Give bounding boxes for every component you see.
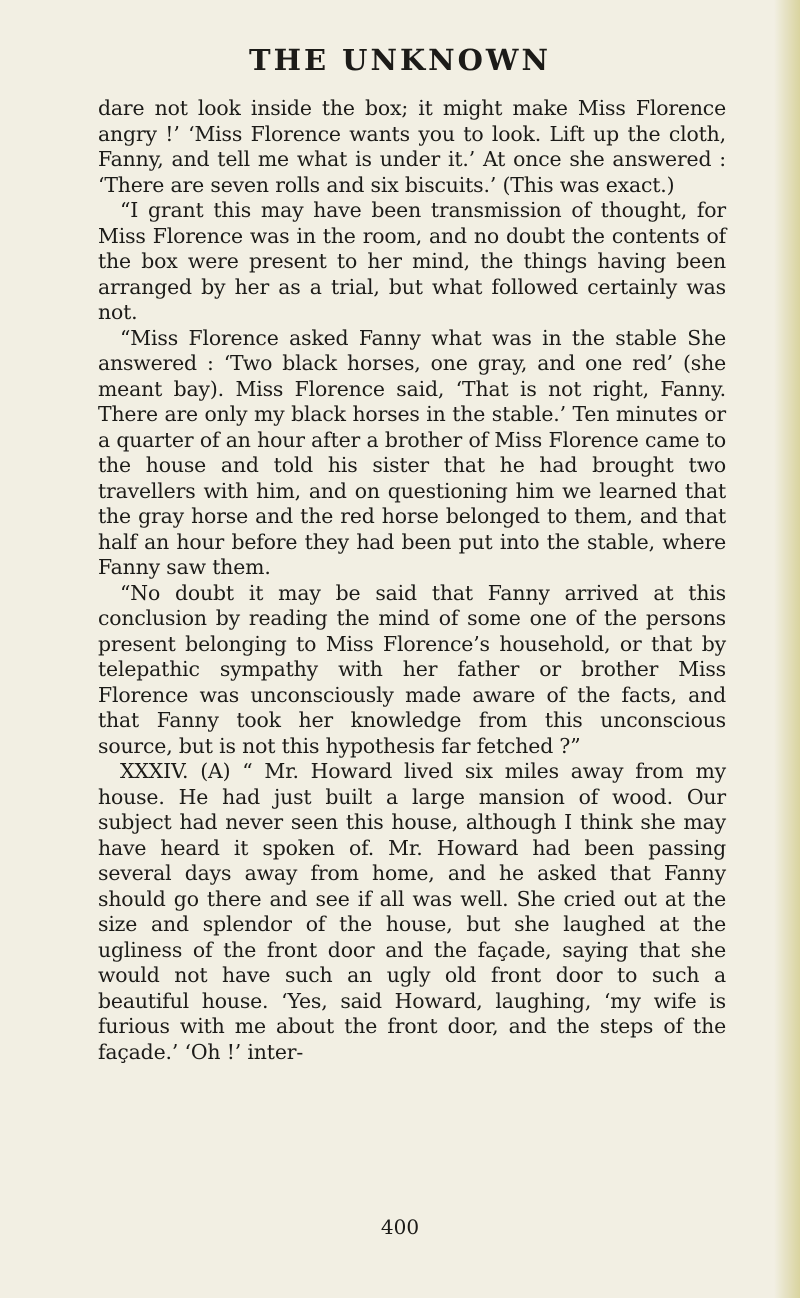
body-text xyxy=(98,96,726,1065)
running-head: THE UNKNOWN xyxy=(248,43,552,77)
paragraph-1: dare not look inside the box; it might make Miss Florence angry !’ ‘Miss Florence wants you to look. Lift up the cloth, Fanny, and tell me what is under it.’ At once she answered : ‘There are seven rolls and six biscuits.’ (This was exact.) xyxy=(98,96,726,197)
paragraph-4: “No doubt it may be said that Fanny arrived at this conclusion by reading the mind of some one of the persons present belonging to Miss Florence’s household, or that by telepathic sympathy with her father or brother Miss Florence was unconsciously made aware of the facts, and that Fanny took her knowledge from this unconscious source, but is not this hypothesis far fetched ?” xyxy=(98,580,726,758)
page-number: 400 xyxy=(380,1215,420,1239)
page-edge-shadow xyxy=(774,0,800,1298)
paragraph-5: XXXIV. (A) “ Mr. Howard lived six miles away from my house. He had just built a large mansion of wood. Our subject had never seen this house, although I think she may have heard it spoken of. Mr. Howard had been passing several days away from home, and he asked that Fanny should go there and see if all was well. She cried out at the size and splendor of the house, but she laughed at the ugliness of the front door and the façade, saying that she would not have such an ugly old front door to such a beautiful house. ‘Yes, said Howard, laughing, ‘my wife is furious with me about the front door, and the steps of the façade.’ ‘Oh !’ inter- xyxy=(98,759,726,1064)
paragraph-3: “Miss Florence asked Fanny what was in the stable She answered : ‘Two black horses, one gray, and one red’ (she meant bay). Miss Florence said, ‘That is not right, Fanny. There are only my black horses in the stable.’ Ten minutes or a quarter of an hour after a brother of Miss Florence came to the house and told his sister that he had brought two travellers with him, and on questioning him we learned that the gray horse and the red horse belonged to them, and that half an hour before they had been put into the stable, where Fanny saw them. xyxy=(98,325,726,579)
paragraph-2: “I grant this may have been transmission of thought, for Miss Florence was in the room, and no doubt the contents of the box were present to her mind, the things having been arranged by her as a trial, but what followed certainly was not. xyxy=(98,198,726,324)
